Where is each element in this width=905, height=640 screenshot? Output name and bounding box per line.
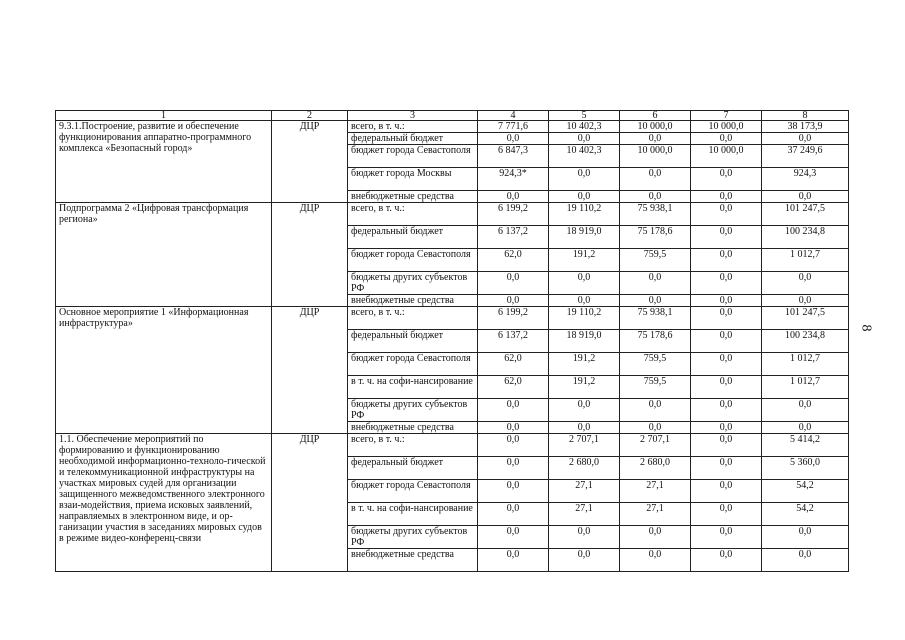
amount-cell: 0,0 bbox=[478, 503, 549, 526]
executor-cell: ДЦР bbox=[272, 434, 348, 572]
amount-cell: 10 000,0 bbox=[620, 121, 691, 133]
funding-source: бюджет города Севастополя bbox=[348, 353, 478, 376]
funding-source: внебюджетные средства bbox=[348, 295, 478, 307]
amount-cell: 10 000,0 bbox=[691, 121, 762, 133]
amount-cell: 100 234,8 bbox=[762, 330, 849, 353]
amount-cell: 0,0 bbox=[691, 434, 762, 457]
amount-cell: 27,1 bbox=[620, 480, 691, 503]
amount-cell: 6 847,3 bbox=[478, 145, 549, 168]
amount-cell: 0,0 bbox=[762, 422, 849, 434]
funding-source: федеральный бюджет bbox=[348, 457, 478, 480]
funding-source: в т. ч. на софи-нансирование bbox=[348, 376, 478, 399]
amount-cell: 5 360,0 bbox=[762, 457, 849, 480]
amount-cell: 0,0 bbox=[478, 457, 549, 480]
amount-cell: 0,0 bbox=[478, 434, 549, 457]
amount-cell: 0,0 bbox=[478, 480, 549, 503]
amount-cell: 0,0 bbox=[691, 226, 762, 249]
activity-title: 1.1. Обеспечение мероприятий по формированию и функционированию необходимой информационно-техноло-гической и телекоммуникационной инфраструктуры на участках мировых судей для организации защищенного межведомственного электронного взаи-модействия, приема исковых заявлений, направляемых в электронном виде, и ор-ганизации участия в заседаниях мировых судов в режиме видео-конференц-связи bbox=[56, 434, 272, 572]
amount-cell: 0,0 bbox=[549, 133, 620, 145]
amount-cell: 0,0 bbox=[691, 457, 762, 480]
amount-cell: 62,0 bbox=[478, 249, 549, 272]
funding-source: федеральный бюджет bbox=[348, 226, 478, 249]
amount-cell: 0,0 bbox=[620, 168, 691, 191]
activity-title: Подпрограмма 2 «Цифровая трансформация региона» bbox=[56, 203, 272, 307]
funding-source: бюджет города Севастополя bbox=[348, 249, 478, 272]
amount-cell: 0,0 bbox=[478, 526, 549, 549]
amount-cell: 75 938,1 bbox=[620, 203, 691, 226]
amount-cell: 62,0 bbox=[478, 353, 549, 376]
amount-cell: 0,0 bbox=[691, 399, 762, 422]
budget-table bbox=[55, 110, 849, 572]
amount-cell: 2 680,0 bbox=[549, 457, 620, 480]
amount-cell: 10 000,0 bbox=[620, 145, 691, 168]
amount-cell: 0,0 bbox=[691, 526, 762, 549]
amount-cell: 0,0 bbox=[549, 399, 620, 422]
amount-cell: 759,5 bbox=[620, 353, 691, 376]
column-header: 2 bbox=[272, 111, 348, 121]
amount-cell: 0,0 bbox=[620, 272, 691, 295]
amount-cell: 0,0 bbox=[691, 249, 762, 272]
amount-cell: 18 919,0 bbox=[549, 330, 620, 353]
amount-cell: 6 137,2 bbox=[478, 226, 549, 249]
funding-source: внебюджетные средства bbox=[348, 422, 478, 434]
amount-cell: 1 012,7 bbox=[762, 376, 849, 399]
funding-source: федеральный бюджет bbox=[348, 330, 478, 353]
amount-cell: 0,0 bbox=[620, 191, 691, 203]
amount-cell: 0,0 bbox=[620, 133, 691, 145]
amount-cell: 75 178,6 bbox=[620, 330, 691, 353]
column-header: 8 bbox=[762, 111, 849, 121]
amount-cell: 0,0 bbox=[620, 399, 691, 422]
amount-cell: 6 137,2 bbox=[478, 330, 549, 353]
amount-cell: 191,2 bbox=[549, 376, 620, 399]
amount-cell: 0,0 bbox=[691, 503, 762, 526]
amount-cell: 0,0 bbox=[549, 272, 620, 295]
amount-cell: 191,2 bbox=[549, 353, 620, 376]
amount-cell: 2 680,0 bbox=[620, 457, 691, 480]
funding-source: бюджет города Москвы bbox=[348, 168, 478, 191]
amount-cell: 101 247,5 bbox=[762, 203, 849, 226]
amount-cell: 10 402,3 bbox=[549, 121, 620, 133]
amount-cell: 0,0 bbox=[691, 480, 762, 503]
amount-cell: 0,0 bbox=[620, 295, 691, 307]
amount-cell: 10 402,3 bbox=[549, 145, 620, 168]
amount-cell: 54,2 bbox=[762, 480, 849, 503]
amount-cell: 38 173,9 bbox=[762, 121, 849, 133]
amount-cell: 0,0 bbox=[691, 168, 762, 191]
amount-cell: 0,0 bbox=[549, 191, 620, 203]
amount-cell: 0,0 bbox=[691, 133, 762, 145]
amount-cell: 27,1 bbox=[549, 503, 620, 526]
amount-cell: 759,5 bbox=[620, 249, 691, 272]
amount-cell: 0,0 bbox=[762, 549, 849, 572]
amount-cell: 0,0 bbox=[478, 549, 549, 572]
funding-source: внебюджетные средства bbox=[348, 191, 478, 203]
amount-cell: 0,0 bbox=[478, 272, 549, 295]
amount-cell: 1 012,7 bbox=[762, 353, 849, 376]
amount-cell: 19 110,2 bbox=[549, 203, 620, 226]
column-header: 6 bbox=[620, 111, 691, 121]
funding-source: бюджеты других субъектов РФ bbox=[348, 399, 478, 422]
amount-cell: 0,0 bbox=[762, 133, 849, 145]
amount-cell: 2 707,1 bbox=[549, 434, 620, 457]
funding-source: бюджет города Севастополя bbox=[348, 480, 478, 503]
funding-source: бюджеты других субъектов РФ bbox=[348, 526, 478, 549]
amount-cell: 0,0 bbox=[549, 168, 620, 191]
amount-cell: 0,0 bbox=[691, 272, 762, 295]
amount-cell: 100 234,8 bbox=[762, 226, 849, 249]
amount-cell: 1 012,7 bbox=[762, 249, 849, 272]
amount-cell: 0,0 bbox=[478, 191, 549, 203]
table-row bbox=[56, 434, 849, 457]
amount-cell: 191,2 bbox=[549, 249, 620, 272]
column-header: 5 bbox=[549, 111, 620, 121]
amount-cell: 0,0 bbox=[691, 295, 762, 307]
amount-cell: 10 000,0 bbox=[691, 145, 762, 168]
amount-cell: 0,0 bbox=[549, 422, 620, 434]
amount-cell: 27,1 bbox=[620, 503, 691, 526]
amount-cell: 924,3* bbox=[478, 168, 549, 191]
column-header: 3 bbox=[348, 111, 478, 121]
funding-source: внебюджетные средства bbox=[348, 549, 478, 572]
amount-cell: 37 249,6 bbox=[762, 145, 849, 168]
amount-cell: 924,3 bbox=[762, 168, 849, 191]
table-row bbox=[56, 307, 849, 330]
funding-source: всего, в т. ч.: bbox=[348, 121, 478, 133]
amount-cell: 0,0 bbox=[478, 422, 549, 434]
funding-source: бюджеты других субъектов РФ bbox=[348, 272, 478, 295]
funding-source: в т. ч. на софи-нансирование bbox=[348, 503, 478, 526]
amount-cell: 54,2 bbox=[762, 503, 849, 526]
amount-cell: 0,0 bbox=[762, 399, 849, 422]
amount-cell: 2 707,1 bbox=[620, 434, 691, 457]
amount-cell: 6 199,2 bbox=[478, 307, 549, 330]
amount-cell: 759,5 bbox=[620, 376, 691, 399]
amount-cell: 0,0 bbox=[762, 295, 849, 307]
amount-cell: 101 247,5 bbox=[762, 307, 849, 330]
table-row bbox=[56, 121, 849, 133]
amount-cell: 5 414,2 bbox=[762, 434, 849, 457]
amount-cell: 7 771,6 bbox=[478, 121, 549, 133]
amount-cell: 0,0 bbox=[549, 295, 620, 307]
amount-cell: 0,0 bbox=[691, 203, 762, 226]
amount-cell: 0,0 bbox=[620, 422, 691, 434]
funding-source: всего, в т. ч.: bbox=[348, 307, 478, 330]
funding-source: всего, в т. ч.: bbox=[348, 203, 478, 226]
table-body bbox=[56, 121, 849, 572]
amount-cell: 0,0 bbox=[691, 376, 762, 399]
funding-source: федеральный бюджет bbox=[348, 133, 478, 145]
amount-cell: 0,0 bbox=[620, 549, 691, 572]
amount-cell: 6 199,2 bbox=[478, 203, 549, 226]
column-header: 7 bbox=[691, 111, 762, 121]
column-header: 1 bbox=[56, 111, 272, 121]
amount-cell: 0,0 bbox=[691, 549, 762, 572]
amount-cell: 0,0 bbox=[549, 526, 620, 549]
funding-source: бюджет города Севастополя bbox=[348, 145, 478, 168]
amount-cell: 0,0 bbox=[549, 549, 620, 572]
page-number: 8 bbox=[858, 324, 874, 332]
amount-cell: 75 938,1 bbox=[620, 307, 691, 330]
table-row bbox=[56, 203, 849, 226]
amount-cell: 0,0 bbox=[762, 526, 849, 549]
amount-cell: 0,0 bbox=[478, 399, 549, 422]
header-row bbox=[56, 111, 849, 121]
executor-cell: ДЦР bbox=[272, 121, 348, 203]
amount-cell: 75 178,6 bbox=[620, 226, 691, 249]
amount-cell: 0,0 bbox=[478, 295, 549, 307]
amount-cell: 19 110,2 bbox=[549, 307, 620, 330]
amount-cell: 62,0 bbox=[478, 376, 549, 399]
executor-cell: ДЦР bbox=[272, 203, 348, 307]
amount-cell: 0,0 bbox=[691, 422, 762, 434]
amount-cell: 27,1 bbox=[549, 480, 620, 503]
amount-cell: 18 919,0 bbox=[549, 226, 620, 249]
amount-cell: 0,0 bbox=[762, 191, 849, 203]
amount-cell: 0,0 bbox=[762, 272, 849, 295]
column-header: 4 bbox=[478, 111, 549, 121]
amount-cell: 0,0 bbox=[691, 307, 762, 330]
activity-title: 9.3.1.Построение, развитие и обеспечение функционирования аппаратно-программного комплекса «Безопасный город» bbox=[56, 121, 272, 203]
amount-cell: 0,0 bbox=[620, 526, 691, 549]
amount-cell: 0,0 bbox=[691, 353, 762, 376]
funding-source: всего, в т. ч.: bbox=[348, 434, 478, 457]
amount-cell: 0,0 bbox=[691, 330, 762, 353]
amount-cell: 0,0 bbox=[691, 191, 762, 203]
amount-cell: 0,0 bbox=[478, 133, 549, 145]
activity-title: Основное мероприятие 1 «Информационная инфраструктура» bbox=[56, 307, 272, 434]
executor-cell: ДЦР bbox=[272, 307, 348, 434]
